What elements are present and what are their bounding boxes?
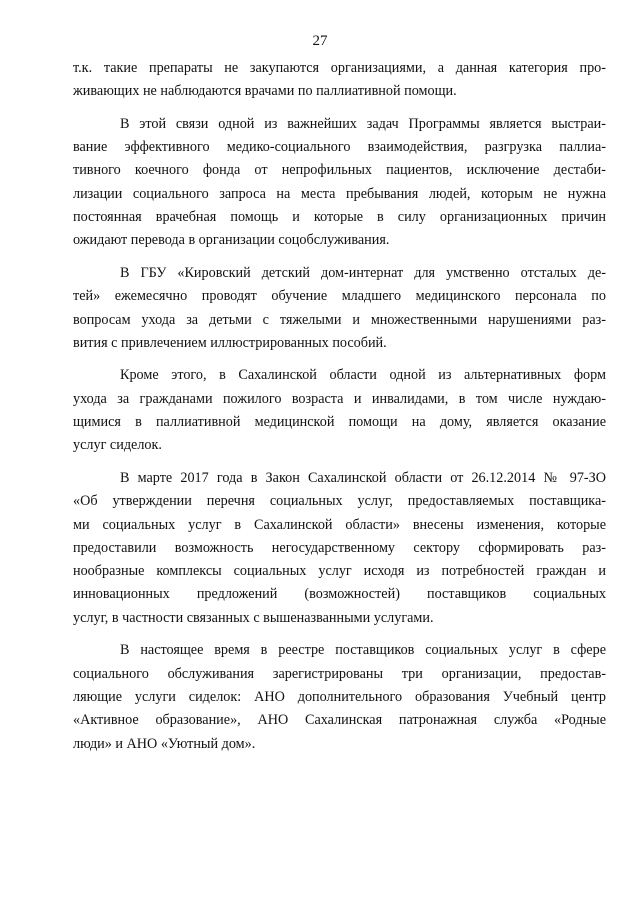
text-line: ляющие услуги сиделок: АНО дополнительного образования Учебный центр [73, 688, 606, 705]
paragraph [73, 262, 606, 355]
text-line: постоянная врачебная помощь и которые в силу организационных причин [73, 209, 606, 226]
text-line: инновационных предложений (возможностей) поставщиков социальных [73, 586, 606, 603]
text-line: нообразные комплексы социальных услуг исходя из потребностей граждан и [73, 563, 606, 580]
text-line: вития с привлечением иллюстрированных пособий. [73, 334, 387, 351]
text-line: живающих не наблюдаются врачами по паллиативной помощи. [73, 83, 457, 100]
text-line: «Активное образование», АНО Сахалинская патронажная служба «Родные [73, 712, 606, 729]
text-line: тивного коечного фонда от непрофильных пациентов, исключение дестаби- [73, 162, 606, 179]
text-line: «Об утверждении перечня социальных услуг, предоставляемых поставщика- [73, 493, 606, 510]
text-line: В этой связи одной из важнейших задач Программы является выстраи- [120, 115, 606, 132]
document-body [73, 57, 606, 765]
text-line: ми социальных услуг в Сахалинской области» внесены изменения, которые [73, 516, 606, 533]
text-line: ухода за гражданами пожилого возраста и инвалидами, в том числе нуждаю- [73, 390, 606, 407]
text-line: вание эффективного медико-социального взаимодействия, разгрузка паллиа- [73, 139, 606, 156]
text-line: услуг, в частности связанных с вышеназванными услугами. [73, 609, 434, 626]
text-line: люди» и АНО «Уютный дом». [73, 735, 256, 752]
text-line: щимися в паллиативной медицинской помощи на дому, является оказание [73, 414, 606, 431]
text-line: вопросам ухода за детьми с тяжелыми и множественными нарушениями раз- [73, 311, 606, 328]
paragraph [73, 467, 606, 630]
text-line: т.к. такие препараты не закупаются организациями, а данная категория про- [73, 60, 606, 76]
text-line: тей» ежемесячно проводят обучение младшего медицинского персонала по [73, 288, 606, 305]
text-line: В настоящее время в реестре поставщиков социальных услуг в сфере [120, 642, 606, 659]
paragraph [73, 639, 606, 755]
text-line: В марте 2017 года в Закон Сахалинской области от 26.12.2014 № 97-ЗО [120, 469, 606, 486]
text-line: социального обслуживания зарегистрированы три организации, предостав- [73, 665, 606, 682]
page-number: 27 [312, 33, 328, 49]
text-line: предоставили возможность негосударственному сектору сформировать раз- [73, 539, 606, 556]
text-line: услуг сиделок. [73, 437, 162, 454]
text-line: В ГБУ «Кировский детский дом-интернат для умственно отсталых де- [120, 264, 606, 281]
text-line: Кроме этого, в Сахалинской области одной из альтернативных форм [120, 367, 606, 384]
paragraph [73, 113, 606, 253]
paragraph [73, 364, 606, 457]
text-line: ожидают перевода в организации соцобслуживания. [73, 232, 390, 249]
text-line: лизации социального запроса на места пребывания людей, которым не нужна [73, 185, 606, 202]
paragraph [73, 57, 606, 104]
